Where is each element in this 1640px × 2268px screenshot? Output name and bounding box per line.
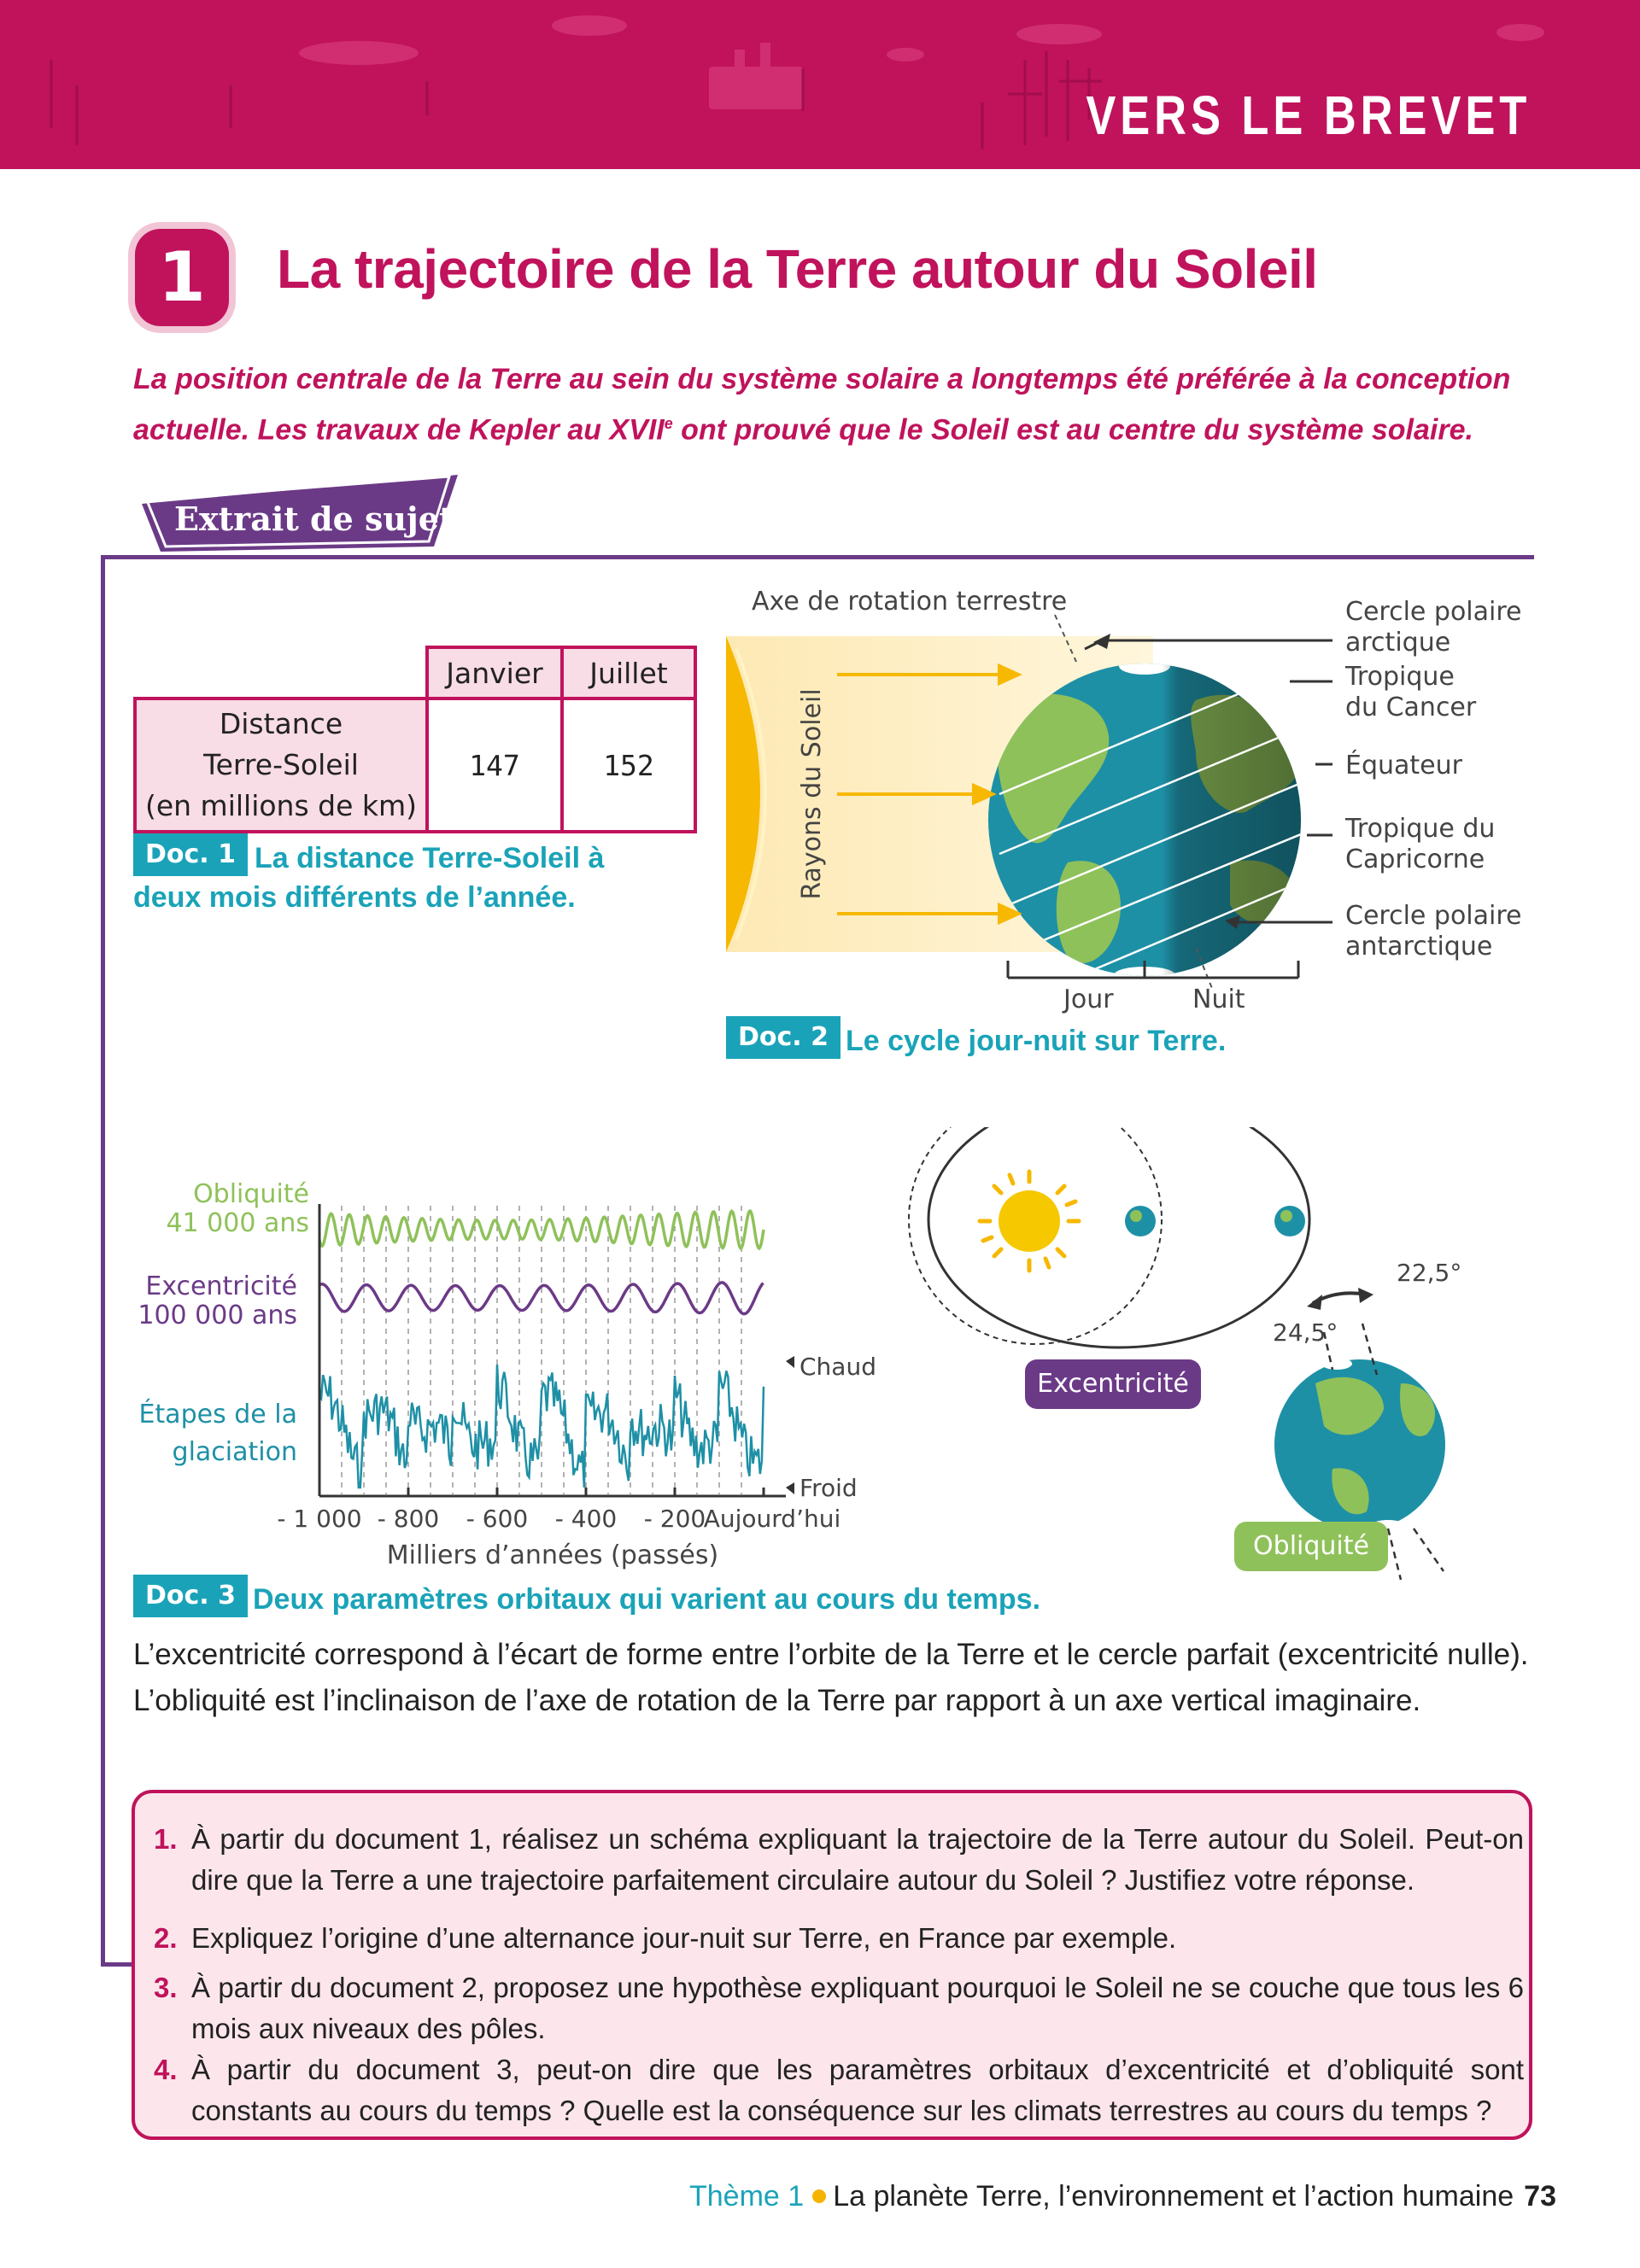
x-tick-label: - 800 bbox=[377, 1505, 440, 1533]
arctic-label-2: arctique bbox=[1345, 628, 1451, 658]
capricorn-label-1: Tropique du bbox=[1345, 814, 1496, 844]
earth-aphelion bbox=[1274, 1206, 1305, 1236]
rays-label: Rayons du Soleil bbox=[797, 688, 827, 900]
row-header-distance bbox=[135, 699, 427, 832]
glaciation-series-label-2: glaciation bbox=[172, 1437, 297, 1467]
eccentricity-series-label-1: Excentricité bbox=[145, 1271, 297, 1301]
frame-left-line bbox=[101, 555, 105, 1966]
cancer-label-2: du Cancer bbox=[1345, 693, 1477, 722]
extrait-label: Extrait de sujet bbox=[174, 500, 454, 538]
intro-part1: La position centrale de la Terre au sein du système solaire a longtemps été préférée à la conception actuelle. Les travaux de Kepler au XVII bbox=[133, 363, 1511, 447]
header-banner bbox=[0, 0, 1640, 169]
obliquity-series-label-1: Obliquité bbox=[193, 1179, 309, 1209]
question-text: À partir du document 3, peut-on dire que les paramètres orbitaux d’excentricité et d’obliquité sont constants au cours du temps ? Quelle est la conséquence sur les climats terrestres au cours du temps ? bbox=[191, 2054, 1524, 2126]
x-tick-label: - 1 000 bbox=[277, 1505, 362, 1533]
eccentricity-series-label-2: 100 000 ans bbox=[138, 1301, 297, 1330]
equator-label: Équateur bbox=[1345, 751, 1462, 780]
eccentricity-pill: Excentricité bbox=[1025, 1359, 1201, 1409]
question-text: À partir du document 1, réalisez un schéma expliquant la trajectoire de la Terre autour du Soleil. Peut-on dire que la Terre a une trajectoire parfaitement circulaire autour du Soleil ? Justifiez votre réponse. bbox=[191, 1823, 1524, 1896]
doc1-caption-line1: La distance Terre-Soleil à bbox=[255, 842, 605, 874]
question-number: 3. bbox=[154, 1972, 178, 2003]
footer-bullet-icon bbox=[812, 2189, 826, 2203]
intro-part2: ont prouvé que le Soleil est au centre du système solaire. bbox=[672, 413, 1473, 447]
x-tick-labels bbox=[277, 1505, 840, 1533]
banner-title: VERS LE BREVET bbox=[1086, 85, 1531, 146]
cancer-label-1: Tropique bbox=[1345, 662, 1455, 692]
x-tick-label: - 200 bbox=[643, 1505, 706, 1533]
day-label: Jour bbox=[1063, 985, 1114, 1014]
col-header-january: Janvier bbox=[427, 647, 562, 699]
distance-table bbox=[133, 646, 697, 833]
section-number-badge: 1 bbox=[135, 229, 229, 326]
obliquity-series-label-2: 41 000 ans bbox=[166, 1208, 309, 1238]
definition-obliquity: L’obliquité est l’inclinaison de l’axe de rotation de la Terre par rapport à un axe vertical imaginaire. bbox=[133, 1684, 1421, 1717]
doc2-caption: Le cycle jour-nuit sur Terre. bbox=[846, 1025, 1227, 1057]
antarctic-label-1: Cercle polaire bbox=[1345, 901, 1522, 931]
glaciation-series-label-1: Étapes de la bbox=[138, 1400, 297, 1429]
question-number: 4. bbox=[154, 2054, 178, 2085]
question-text: Expliquez l’origine d’une alternance jour-nuit sur Terre, en France par exemple. bbox=[191, 1922, 1177, 1954]
day-night-diagram bbox=[718, 581, 1572, 1016]
value-july: 152 bbox=[562, 699, 695, 832]
table-corner bbox=[135, 647, 427, 699]
intro-superscript: e bbox=[664, 415, 673, 432]
x-axis-label: Milliers d’années (passés) bbox=[386, 1540, 719, 1570]
earth-perihelion bbox=[1125, 1206, 1156, 1236]
footer-theme: Thème 1 bbox=[689, 2180, 805, 2212]
arctic-label-1: Cercle polaire bbox=[1345, 597, 1522, 627]
x-tick-label: - 400 bbox=[554, 1505, 618, 1533]
antarctic-label-2: antarctique bbox=[1345, 932, 1493, 962]
doc1-caption-line2: deux mois différents de l’année. bbox=[133, 881, 576, 914]
question-text: À partir du document 2, proposez une hypothèse expliquant pourquoi le Soleil ne se couche que tous les 6 mois aux niveaux des pôles. bbox=[191, 1972, 1524, 2044]
page-footer bbox=[689, 2180, 1556, 2213]
capricorn-label-2: Capricorne bbox=[1345, 845, 1485, 874]
page-title: La trajectoire de la Terre autour du Soleil bbox=[277, 238, 1318, 300]
row-header-line: Distance bbox=[219, 707, 343, 740]
elliptical-orbit bbox=[928, 1127, 1309, 1347]
doc3-caption: Deux paramètres orbitaux qui varient au cours du temps. bbox=[253, 1583, 1041, 1616]
page-number: 73 bbox=[1524, 2180, 1556, 2212]
frame-bottom-tick bbox=[101, 1962, 135, 1967]
intro-text bbox=[133, 357, 1534, 452]
doc3-badge: Doc. 3 bbox=[133, 1575, 248, 1617]
value-january: 147 bbox=[427, 699, 562, 832]
x-tick-label: Aujourd’hui bbox=[703, 1505, 841, 1533]
orbit-diagram bbox=[888, 1127, 1546, 1588]
orbital-parameters-chart bbox=[128, 1144, 897, 1588]
definition-eccentricity: L’excentricité correspond à l’écart de forme entre l’orbite de la Terre et le cercle parfait (excentricité nulle). bbox=[133, 1638, 1529, 1671]
footer-title: La planète Terre, l’environnement et l’action humaine bbox=[833, 2180, 1514, 2212]
night-label: Nuit bbox=[1192, 985, 1245, 1014]
doc1-badge: Doc. 1 bbox=[133, 833, 248, 876]
col-header-july: Juillet bbox=[562, 647, 695, 699]
cold-label: Froid bbox=[800, 1474, 858, 1502]
sun-icon bbox=[980, 1172, 1079, 1271]
angle-min-label: 22,5° bbox=[1397, 1259, 1462, 1287]
row-header-line: (en millions de km) bbox=[144, 789, 418, 822]
question-number: 1. bbox=[154, 1823, 178, 1855]
frame-top-line bbox=[101, 555, 1534, 559]
obliquity-pill: Obliquité bbox=[1234, 1522, 1388, 1571]
questions-box bbox=[132, 1790, 1532, 2140]
doc2-badge: Doc. 2 bbox=[726, 1016, 840, 1059]
axis-label: Axe de rotation terrestre bbox=[752, 587, 1068, 617]
tilted-earth-icon bbox=[1274, 1358, 1445, 1532]
question-number: 2. bbox=[154, 1922, 178, 1954]
angle-max-label: 24,5° bbox=[1273, 1318, 1338, 1347]
row-header-line: Terre-Soleil bbox=[203, 748, 359, 781]
x-tick-label: - 600 bbox=[466, 1505, 529, 1533]
hot-label: Chaud bbox=[800, 1353, 876, 1381]
